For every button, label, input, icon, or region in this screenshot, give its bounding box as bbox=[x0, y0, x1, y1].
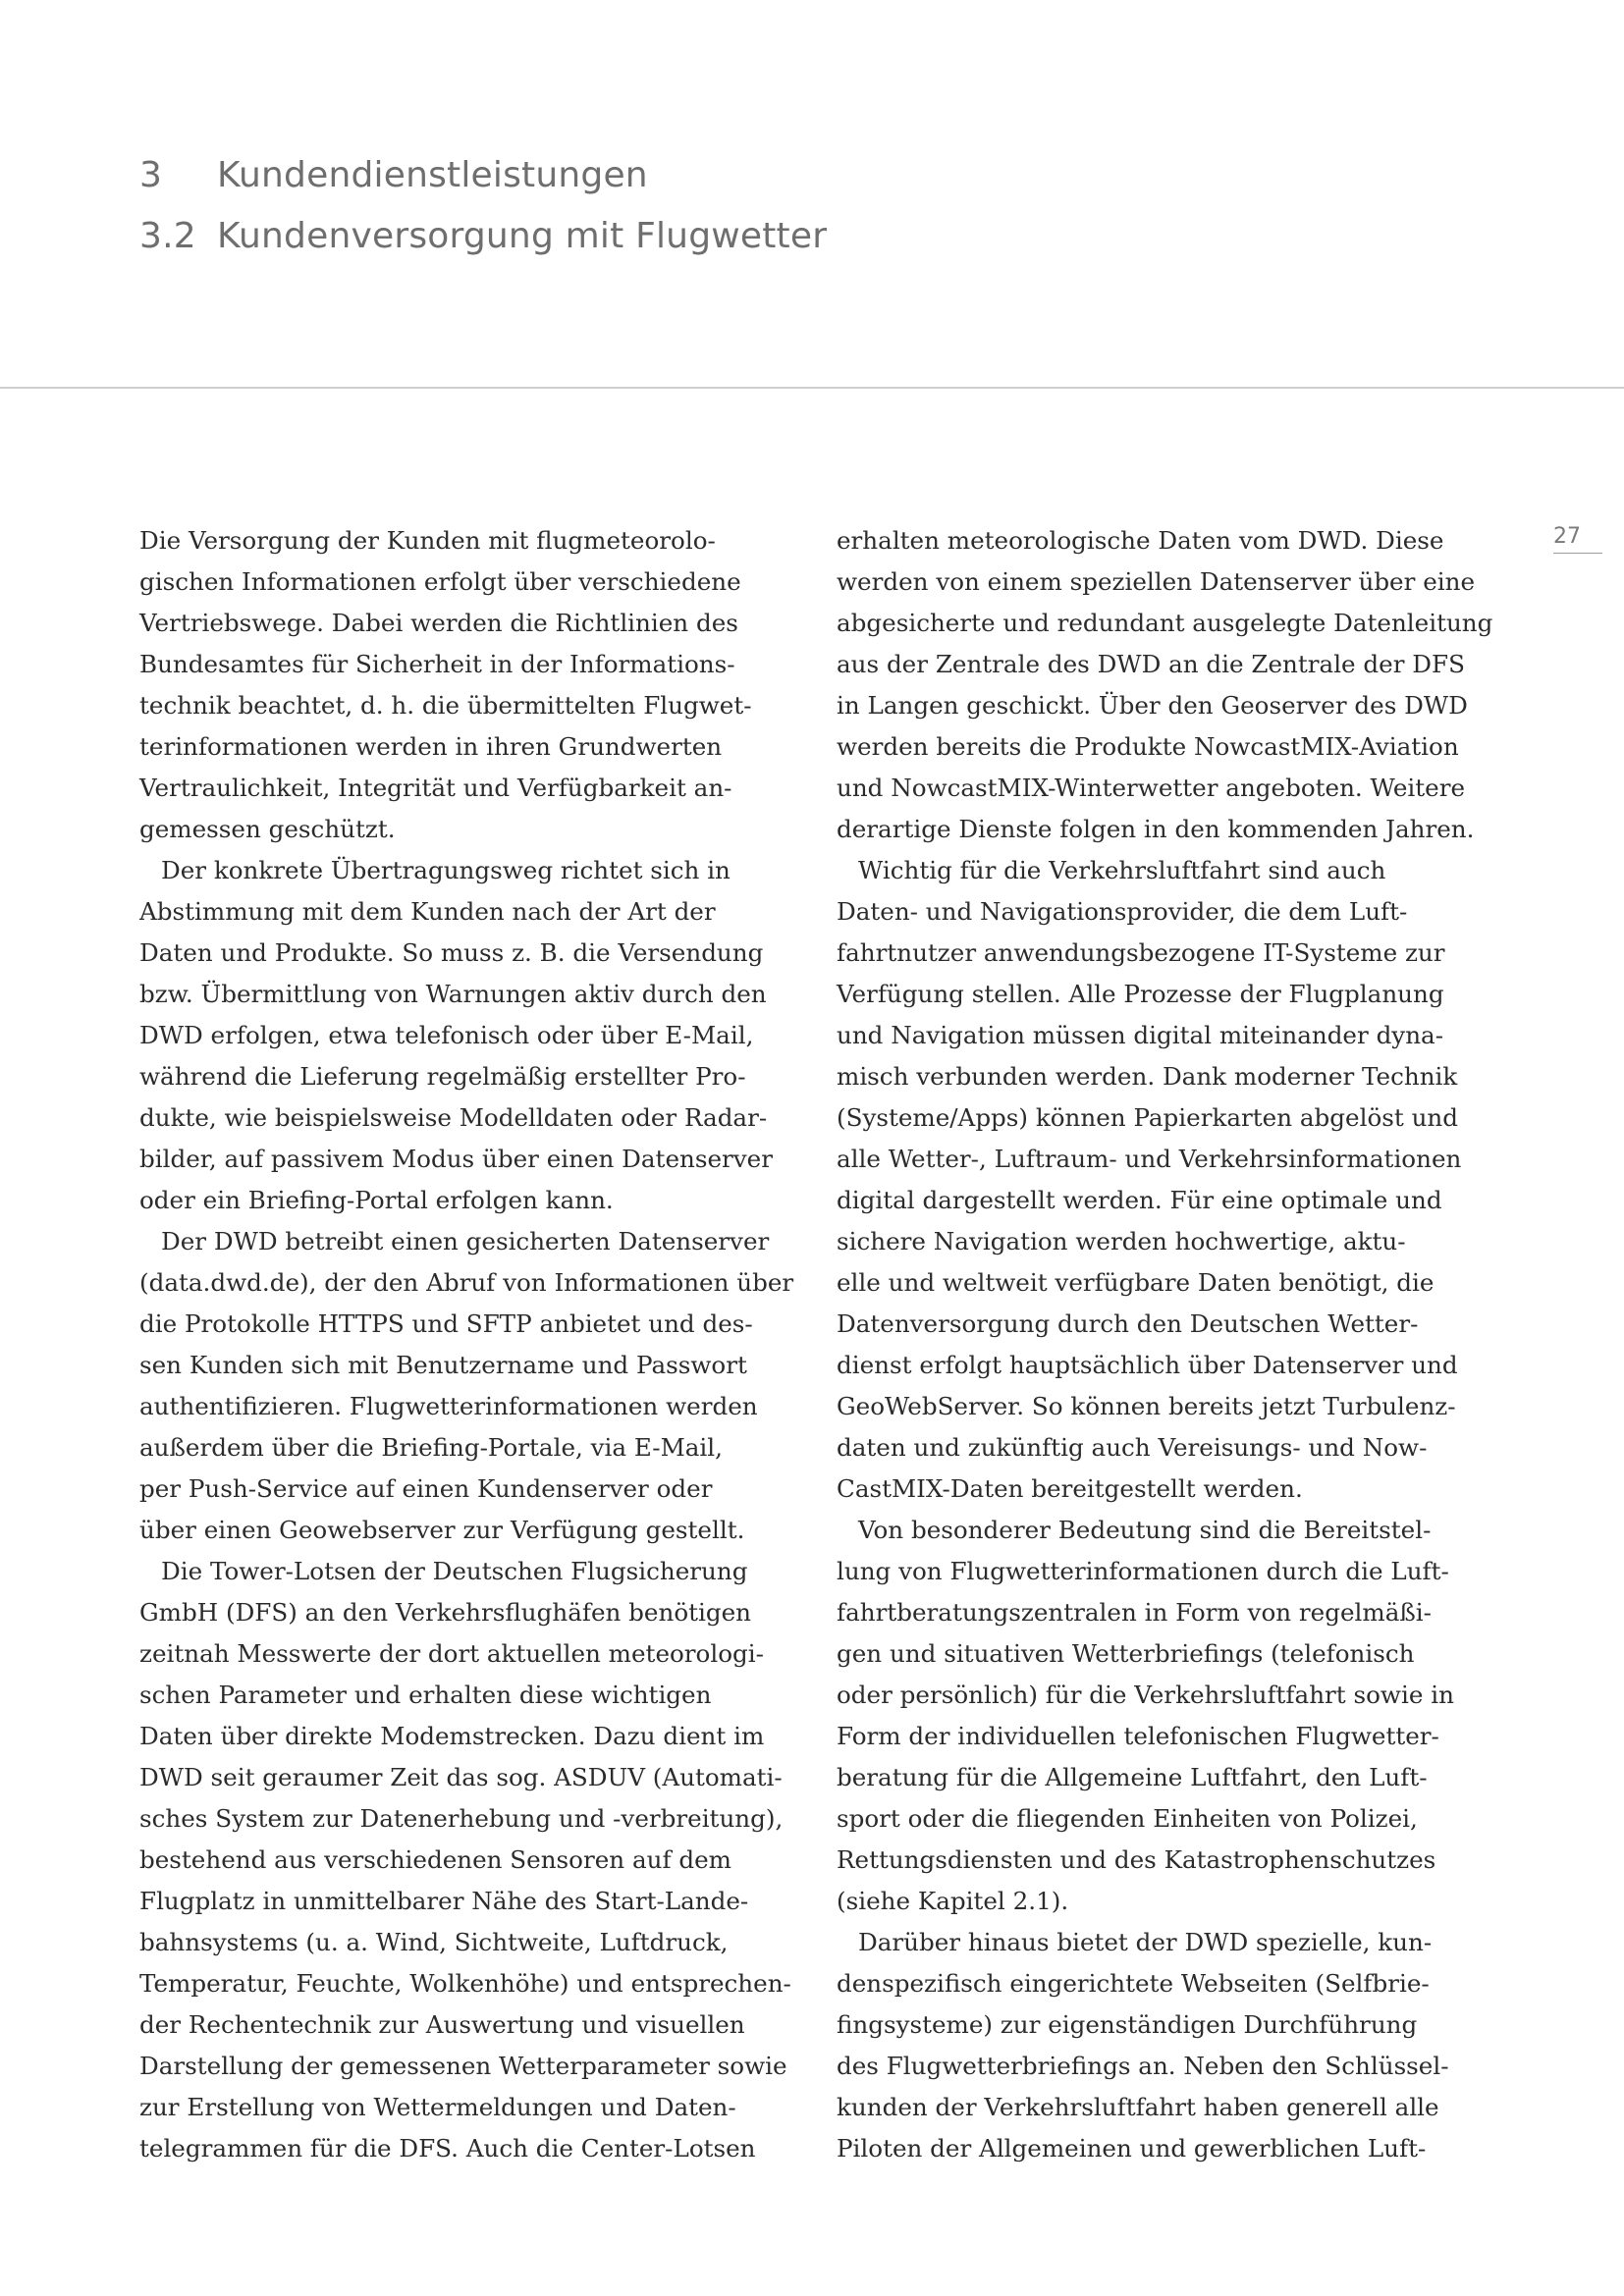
text-line: zeitnah Messwerte der dort aktuellen meteorologi- bbox=[139, 1639, 764, 1668]
section-number: 3.2 bbox=[139, 216, 196, 256]
text-line: abgesicherte und redundant ausgelegte Datenleitung bbox=[837, 609, 1493, 637]
text-line: terinformationen werden in ihren Grundwerten bbox=[139, 732, 723, 761]
text-line: Die Tower-Lotsen der Deutschen Flugsicherung bbox=[161, 1557, 748, 1585]
header-divider bbox=[0, 387, 1624, 389]
text-line: außerdem über die Briefing-Portale, via E-Mail, bbox=[139, 1433, 723, 1462]
text-line: Daten- und Navigationsprovider, die dem Luft- bbox=[837, 897, 1408, 926]
text-line: per Push-Service auf einen Kundenserver oder bbox=[139, 1474, 713, 1503]
text-line: Piloten der Allgemeinen und gewerblichen Luft- bbox=[837, 2134, 1427, 2163]
text-line: GeoWebServer. So können bereits jetzt Turbulenz- bbox=[837, 1392, 1456, 1420]
right-text-column bbox=[837, 520, 1504, 2169]
text-line: dukte, wie beispielsweise Modelldaten oder Radar- bbox=[139, 1103, 768, 1132]
text-line: DWD erfolgen, etwa telefonisch oder über E-Mail, bbox=[139, 1021, 754, 1049]
chapter-title: Kundendienstleistungen bbox=[217, 155, 648, 195]
page-number: 27 bbox=[1553, 524, 1602, 554]
text-line: gemessen geschützt. bbox=[139, 815, 396, 843]
text-line: Die Versorgung der Kunden mit flugmeteorolo- bbox=[139, 526, 716, 555]
text-line: Darstellung der gemessenen Wetterparameter sowie bbox=[139, 2052, 787, 2080]
text-line: derartige Dienste folgen in den kommenden Jahren. bbox=[837, 815, 1475, 843]
text-line: sichere Navigation werden hochwertige, aktu- bbox=[837, 1227, 1406, 1255]
text-line: fahrtberatungszentralen in Form von regelmäßi- bbox=[837, 1598, 1432, 1627]
text-line: Verfügung stellen. Alle Prozesse der Flugplanung bbox=[837, 980, 1444, 1008]
text-line: Vertriebswege. Dabei werden die Richtlinien des bbox=[139, 609, 738, 637]
text-line: DWD seit geraumer Zeit das sog. ASDUV (Automati- bbox=[139, 1763, 783, 1791]
text-line: bahnsystems (u. a. Wind, Sichtweite, Luftdruck, bbox=[139, 1928, 729, 1956]
text-line: oder ein Briefing-Portal erfolgen kann. bbox=[139, 1186, 614, 1214]
text-line: sport oder die fliegenden Einheiten von Polizei, bbox=[837, 1804, 1418, 1833]
text-line: Daten über direkte Modemstrecken. Dazu dient im bbox=[139, 1722, 765, 1750]
text-line: während die Lieferung regelmäßig erstellter Pro- bbox=[139, 1062, 746, 1091]
text-line: Der DWD betreibt einen gesicherten Datenserver bbox=[161, 1227, 770, 1255]
text-line: elle und weltweit verfügbare Daten benötigt, die bbox=[837, 1268, 1435, 1297]
text-line: die Protokolle HTTPS und SFTP anbietet und des- bbox=[139, 1309, 753, 1338]
text-line: lung von Flugwetterinformationen durch die Luft- bbox=[837, 1557, 1449, 1585]
text-line: Form der individuellen telefonischen Flugwetter- bbox=[837, 1722, 1439, 1750]
text-line: Der konkrete Übertragungsweg richtet sich in bbox=[161, 856, 731, 884]
text-line: Darüber hinaus bietet der DWD spezielle, kun- bbox=[858, 1928, 1433, 1956]
text-line: GmbH (DFS) an den Verkehrsflughäfen benötigen bbox=[139, 1598, 752, 1627]
chapter-header bbox=[139, 145, 827, 267]
text-line: Vertraulichkeit, Integrität und Verfügbarkeit an- bbox=[139, 774, 732, 802]
text-line: telegrammen für die DFS. Auch die Center-Lotsen bbox=[139, 2134, 756, 2163]
text-line: Flugplatz in unmittelbarer Nähe des Start-Lande- bbox=[139, 1887, 749, 1915]
chapter-number: 3 bbox=[139, 155, 163, 195]
text-line: Daten und Produkte. So muss z. B. die Versendung bbox=[139, 938, 764, 967]
text-line: Rettungsdiensten und des Katastrophenschutzes bbox=[837, 1845, 1436, 1874]
section-heading bbox=[139, 206, 827, 267]
text-line: bilder, auf passivem Modus über einen Datenserver bbox=[139, 1145, 773, 1173]
text-line: Bundesamtes für Sicherheit in der Informations- bbox=[139, 650, 735, 678]
text-line: fahrtnutzer anwendungsbezogene IT-Systeme zur bbox=[837, 938, 1445, 967]
text-line: Abstimmung mit dem Kunden nach der Art der bbox=[139, 897, 716, 926]
text-line: Wichtig für die Verkehrsluftfahrt sind auch bbox=[858, 856, 1386, 884]
text-line: schen Parameter und erhalten diese wichtigen bbox=[139, 1681, 712, 1709]
text-line: in Langen geschickt. Über den Geoserver des DWD bbox=[837, 691, 1468, 720]
text-line: (siehe Kapitel 2.1). bbox=[837, 1887, 1069, 1915]
text-line: sches System zur Datenerhebung und -verbreitung), bbox=[139, 1804, 784, 1833]
text-line: kunden der Verkehrsluftfahrt haben generell alle bbox=[837, 2093, 1439, 2121]
text-line: gen und situativen Wetterbriefings (telefonisch bbox=[837, 1639, 1415, 1668]
text-line: CastMIX-Daten bereitgestellt werden. bbox=[837, 1474, 1303, 1503]
text-line: der Rechentechnik zur Auswertung und visuellen bbox=[139, 2010, 745, 2039]
text-line: (data.dwd.de), der den Abruf von Informationen über bbox=[139, 1268, 794, 1297]
text-line: Datenversorgung durch den Deutschen Wetter- bbox=[837, 1309, 1419, 1338]
text-line: beratung für die Allgemeine Luftfahrt, den Luft- bbox=[837, 1763, 1428, 1791]
text-line: bzw. Übermittlung von Warnungen aktiv durch den bbox=[139, 980, 767, 1008]
text-line: des Flugwetterbriefings an. Neben den Schlüssel- bbox=[837, 2052, 1449, 2080]
text-line: technik beachtet, d. h. die übermittelten Flugwet- bbox=[139, 691, 752, 720]
text-line: und NowcastMIX-Winterwetter angeboten. Weitere bbox=[837, 774, 1466, 802]
text-line: daten und zukünftig auch Vereisungs- und Now- bbox=[837, 1433, 1428, 1462]
text-line: bestehend aus verschiedenen Sensoren auf dem bbox=[139, 1845, 731, 1874]
section-title: Kundenversorgung mit Flugwetter bbox=[217, 216, 828, 256]
text-line: und Navigation müssen digital miteinander dyna- bbox=[837, 1021, 1444, 1049]
text-line: erhalten meteorologische Daten vom DWD. Diese bbox=[837, 526, 1444, 555]
text-line: fingsysteme) zur eigenständigen Durchführung bbox=[837, 2010, 1418, 2039]
text-line: Von besonderer Bedeutung sind die Bereitstel- bbox=[858, 1516, 1432, 1544]
text-line: alle Wetter-, Luftraum- und Verkehrsinformationen bbox=[837, 1145, 1462, 1173]
text-line: oder persönlich) für die Verkehrsluftfahrt sowie in bbox=[837, 1681, 1454, 1709]
text-line: (Systeme/Apps) können Papierkarten abgelöst und bbox=[837, 1103, 1459, 1132]
text-line: werden bereits die Produkte NowcastMIX-Aviation bbox=[837, 732, 1459, 761]
text-line: sen Kunden sich mit Benutzername und Passwort bbox=[139, 1351, 747, 1379]
text-line: werden von einem speziellen Datenserver über eine bbox=[837, 567, 1476, 596]
text-line: authentifizieren. Flugwetterinformationen werden bbox=[139, 1392, 758, 1420]
text-line: aus der Zentrale des DWD an die Zentrale der DFS bbox=[837, 650, 1465, 678]
left-text-column bbox=[139, 520, 807, 2169]
text-line: digital dargestellt werden. Für eine optimale und bbox=[837, 1186, 1442, 1214]
text-line: gischen Informationen erfolgt über verschiedene bbox=[139, 567, 741, 596]
text-line: dienst erfolgt hauptsächlich über Datenserver und bbox=[837, 1351, 1458, 1379]
text-line: über einen Geowebserver zur Verfügung gestellt. bbox=[139, 1516, 745, 1544]
text-line: Temperatur, Feuchte, Wolkenhöhe) und entsprechen- bbox=[139, 1969, 791, 1998]
chapter-heading bbox=[139, 145, 827, 206]
text-line: misch verbunden werden. Dank moderner Technik bbox=[837, 1062, 1458, 1091]
text-line: denspezifisch eingerichtete Webseiten (Selfbrie- bbox=[837, 1969, 1430, 1998]
text-line: zur Erstellung von Wettermeldungen und Daten- bbox=[139, 2093, 736, 2121]
